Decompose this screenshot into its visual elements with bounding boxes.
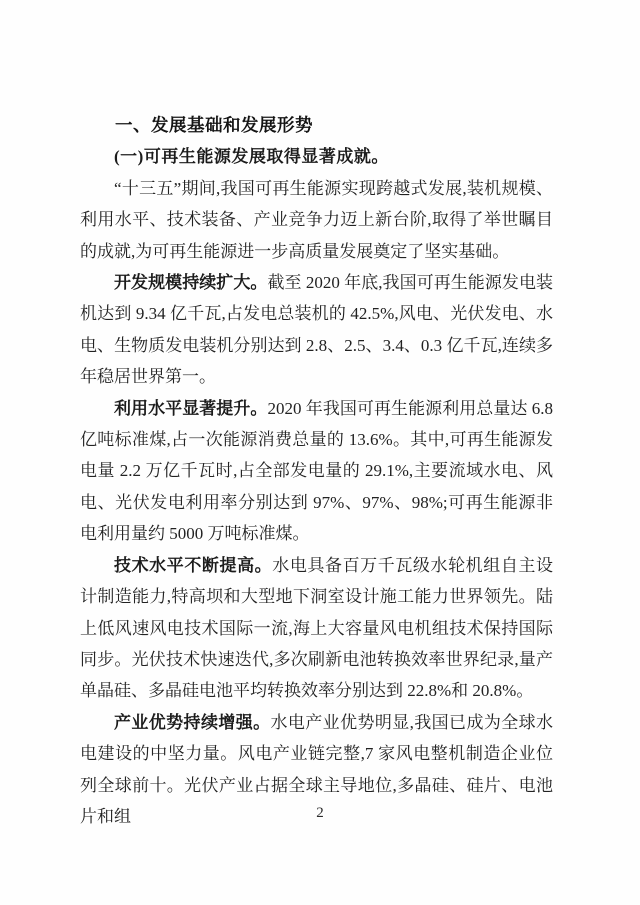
document-content (80, 110, 553, 832)
paragraph-text: “十三五”期间,我国可再生能源实现跨越式发展,装机规模、利用水平、技术装备、产业竞争力迈上新台阶,取得了举世瞩目的成就,为可再生能源进一步高质量发展奠定了坚实基础。 (80, 178, 553, 261)
page-number: 2 (316, 805, 324, 821)
paragraph-text: 水电具备百万千瓦级水轮机组自主设计制造能力,特高坝和大型地下洞室设计施工能力世界领先。陆上低风速风电技术国际一流,海上大容量风电机组技术保持国际同步。光伏技术快速迭代,多次刷新电池转换效率世界纪录,量产单晶硅、多晶硅电池平均转换效率分别达到 22.8%和 20.8%。 (80, 555, 553, 701)
paragraph-lead: 技术水平不断提高。 (114, 555, 273, 575)
paragraph-text: 截至 2020 年底,我国可再生能源发电装机达到 9.34 亿千瓦,占发电总装机的 42.5%,风电、光伏发电、水电、生物质发电装机分别达到 2.8、2.5、3.4、0.3 亿千瓦,连续多年稳居世界第一。 (80, 273, 554, 387)
paragraph-utilization-level (80, 393, 553, 550)
section-heading: 一、发展基础和发展形势 (115, 115, 313, 135)
paragraph-development-scale (80, 267, 553, 393)
paragraph-lead: 产业优势持续增强。 (114, 712, 271, 732)
paragraph-text: 水电产业优势明显,我国已成为全球水电建设的中坚力量。风电产业链完整,7 家风电整机制造企业位列全球前十。光伏产业占据全球主导地位,多晶硅、硅片、电池片和组 (80, 712, 554, 826)
paragraph-technology-level (80, 550, 553, 707)
paragraph-intro (80, 173, 553, 267)
subsection-heading: (一)可再生能源发展取得显著成就。 (114, 147, 389, 167)
paragraph-text: 2020 年我国可再生能源利用总量达 6.8 亿吨标准煤,占一次能源消费总量的 13.6%。其中,可再生能源发电量 2.2 万亿千瓦时,占全部发电量的 29.1%,主要流域水电、风电、光伏发电利用率分别达到 97%、97%、98%;可再生能源非电利用量约 5000 万吨标准煤。 (80, 398, 553, 544)
paragraph-lead: 利用水平显著提升。 (114, 398, 268, 418)
paragraph-lead: 开发规模持续扩大。 (114, 273, 268, 293)
